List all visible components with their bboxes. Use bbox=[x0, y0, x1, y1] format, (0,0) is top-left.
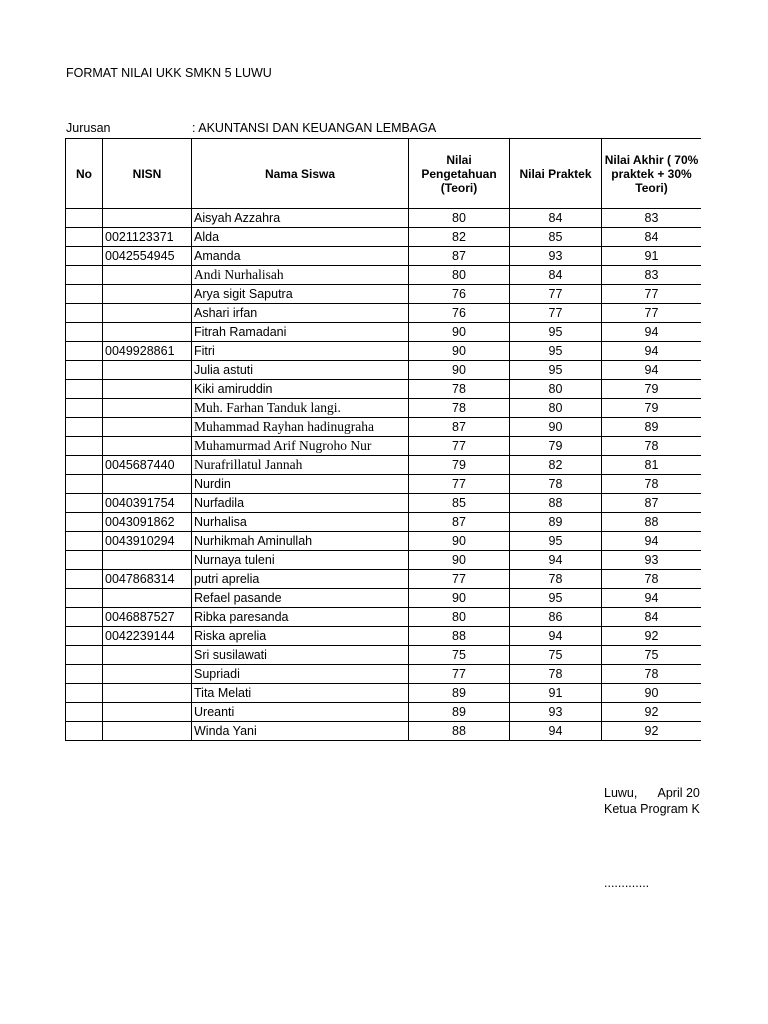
cell-nilai-akhir: 94 bbox=[602, 342, 702, 361]
table-row bbox=[66, 475, 702, 494]
table-row bbox=[66, 285, 702, 304]
cell-nisn bbox=[103, 646, 192, 665]
cell-nama-siswa: Winda Yani bbox=[192, 722, 409, 741]
cell-nilai-teori: 75 bbox=[409, 646, 510, 665]
table-row bbox=[66, 456, 702, 475]
table-row bbox=[66, 266, 702, 285]
cell-nilai-akhir: 79 bbox=[602, 380, 702, 399]
cell-nilai-teori: 90 bbox=[409, 551, 510, 570]
cell-no bbox=[66, 228, 103, 247]
cell-nama-siswa: Sri susilawati bbox=[192, 646, 409, 665]
cell-nilai-teori: 90 bbox=[409, 323, 510, 342]
cell-nilai-teori: 76 bbox=[409, 304, 510, 323]
table-row bbox=[66, 304, 702, 323]
cell-nama-siswa: Muhamurmad Arif Nugroho Nur bbox=[192, 437, 409, 456]
cell-no bbox=[66, 361, 103, 380]
header-no: No bbox=[66, 139, 103, 209]
cell-nisn bbox=[103, 665, 192, 684]
cell-nilai-praktek: 93 bbox=[510, 703, 602, 722]
cell-nisn bbox=[103, 323, 192, 342]
cell-nisn bbox=[103, 418, 192, 437]
cell-no bbox=[66, 399, 103, 418]
cell-no bbox=[66, 342, 103, 361]
cell-nilai-akhir: 78 bbox=[602, 437, 702, 456]
cell-nilai-teori: 78 bbox=[409, 399, 510, 418]
cell-nilai-praktek: 90 bbox=[510, 418, 602, 437]
cell-nilai-praktek: 86 bbox=[510, 608, 602, 627]
cell-nilai-teori: 79 bbox=[409, 456, 510, 475]
cell-nilai-teori: 80 bbox=[409, 209, 510, 228]
cell-nilai-teori: 80 bbox=[409, 266, 510, 285]
cell-nilai-teori: 77 bbox=[409, 665, 510, 684]
cell-nilai-teori: 88 bbox=[409, 627, 510, 646]
cell-nisn: 0043910294 bbox=[103, 532, 192, 551]
cell-no bbox=[66, 323, 103, 342]
cell-nama-siswa: Muh. Farhan Tanduk langi. bbox=[192, 399, 409, 418]
cell-nisn: 0047868314 bbox=[103, 570, 192, 589]
cell-no bbox=[66, 513, 103, 532]
cell-nilai-praktek: 85 bbox=[510, 228, 602, 247]
cell-nilai-akhir: 94 bbox=[602, 589, 702, 608]
cell-nama-siswa: Ribka paresanda bbox=[192, 608, 409, 627]
table-row bbox=[66, 608, 702, 627]
table-row bbox=[66, 532, 702, 551]
cell-nama-siswa: Nurdin bbox=[192, 475, 409, 494]
cell-nama-siswa: Arya sigit Saputra bbox=[192, 285, 409, 304]
cell-nisn bbox=[103, 703, 192, 722]
cell-no bbox=[66, 247, 103, 266]
signature-placeholder: ............. bbox=[604, 876, 650, 890]
cell-nilai-praktek: 78 bbox=[510, 665, 602, 684]
cell-nama-siswa: Ureanti bbox=[192, 703, 409, 722]
footer-role: Ketua Program K bbox=[604, 802, 700, 816]
cell-nilai-teori: 90 bbox=[409, 532, 510, 551]
cell-nilai-praktek: 94 bbox=[510, 627, 602, 646]
cell-nama-siswa: Nurhikmah Aminullah bbox=[192, 532, 409, 551]
cell-nilai-praktek: 94 bbox=[510, 551, 602, 570]
cell-no bbox=[66, 418, 103, 437]
cell-nama-siswa: Julia astuti bbox=[192, 361, 409, 380]
cell-nisn bbox=[103, 684, 192, 703]
cell-nilai-akhir: 79 bbox=[602, 399, 702, 418]
cell-nisn: 0042239144 bbox=[103, 627, 192, 646]
cell-nama-siswa: Supriadi bbox=[192, 665, 409, 684]
cell-nisn: 0043091862 bbox=[103, 513, 192, 532]
cell-nilai-praktek: 95 bbox=[510, 532, 602, 551]
cell-nilai-akhir: 81 bbox=[602, 456, 702, 475]
footer-place-date: Luwu, April 20 bbox=[604, 786, 700, 800]
cell-nilai-praktek: 77 bbox=[510, 304, 602, 323]
cell-nilai-akhir: 93 bbox=[602, 551, 702, 570]
jurusan-label: Jurusan bbox=[66, 121, 111, 135]
cell-nilai-akhir: 77 bbox=[602, 285, 702, 304]
table-row bbox=[66, 361, 702, 380]
cell-nilai-praktek: 77 bbox=[510, 285, 602, 304]
jurusan-value: : AKUNTANSI DAN KEUANGAN LEMBAGA bbox=[192, 121, 437, 135]
cell-nilai-praktek: 75 bbox=[510, 646, 602, 665]
cell-no bbox=[66, 380, 103, 399]
header-nilai-akhir: Nilai Akhir ( 70% praktek + 30% Teori) bbox=[602, 139, 702, 209]
cell-nilai-akhir: 92 bbox=[602, 627, 702, 646]
cell-nilai-akhir: 88 bbox=[602, 513, 702, 532]
cell-nilai-praktek: 80 bbox=[510, 399, 602, 418]
cell-nama-siswa: Nurhalisa bbox=[192, 513, 409, 532]
cell-nama-siswa: Nurnaya tuleni bbox=[192, 551, 409, 570]
cell-no bbox=[66, 627, 103, 646]
cell-nilai-teori: 87 bbox=[409, 513, 510, 532]
cell-nama-siswa: Amanda bbox=[192, 247, 409, 266]
table-row bbox=[66, 247, 702, 266]
cell-nisn bbox=[103, 266, 192, 285]
cell-nisn bbox=[103, 304, 192, 323]
cell-nilai-praktek: 95 bbox=[510, 361, 602, 380]
cell-nilai-akhir: 78 bbox=[602, 665, 702, 684]
cell-nilai-teori: 80 bbox=[409, 608, 510, 627]
cell-no bbox=[66, 475, 103, 494]
cell-nilai-akhir: 84 bbox=[602, 228, 702, 247]
table-row bbox=[66, 665, 702, 684]
cell-nisn bbox=[103, 475, 192, 494]
cell-no bbox=[66, 551, 103, 570]
cell-no bbox=[66, 665, 103, 684]
table-row bbox=[66, 589, 702, 608]
cell-nama-siswa: Refael pasande bbox=[192, 589, 409, 608]
header-nilai-pengetahuan: Nilai Pengetahuan (Teori) bbox=[409, 139, 510, 209]
cell-nisn bbox=[103, 551, 192, 570]
cell-nilai-akhir: 83 bbox=[602, 209, 702, 228]
cell-nama-siswa: Alda bbox=[192, 228, 409, 247]
cell-no bbox=[66, 456, 103, 475]
cell-nisn bbox=[103, 285, 192, 304]
cell-nilai-teori: 77 bbox=[409, 475, 510, 494]
cell-nisn bbox=[103, 209, 192, 228]
cell-nilai-akhir: 92 bbox=[602, 722, 702, 741]
table-row bbox=[66, 437, 702, 456]
cell-nama-siswa: Aisyah Azzahra bbox=[192, 209, 409, 228]
cell-nama-siswa: Kiki amiruddin bbox=[192, 380, 409, 399]
cell-nama-siswa: Muhammad Rayhan hadinugraha bbox=[192, 418, 409, 437]
table-row bbox=[66, 703, 702, 722]
cell-nilai-akhir: 92 bbox=[602, 703, 702, 722]
cell-nilai-akhir: 78 bbox=[602, 570, 702, 589]
cell-nisn bbox=[103, 437, 192, 456]
cell-no bbox=[66, 722, 103, 741]
cell-nilai-akhir: 78 bbox=[602, 475, 702, 494]
cell-nilai-teori: 88 bbox=[409, 722, 510, 741]
cell-nilai-akhir: 91 bbox=[602, 247, 702, 266]
cell-nisn bbox=[103, 361, 192, 380]
table-row bbox=[66, 570, 702, 589]
table-row bbox=[66, 323, 702, 342]
cell-nilai-akhir: 94 bbox=[602, 323, 702, 342]
table-header-row bbox=[66, 139, 702, 209]
cell-no bbox=[66, 532, 103, 551]
cell-nilai-praktek: 80 bbox=[510, 380, 602, 399]
cell-no bbox=[66, 703, 103, 722]
cell-nama-siswa: Nurfadila bbox=[192, 494, 409, 513]
cell-nilai-teori: 85 bbox=[409, 494, 510, 513]
table-row bbox=[66, 646, 702, 665]
cell-nilai-teori: 89 bbox=[409, 684, 510, 703]
cell-nilai-akhir: 94 bbox=[602, 532, 702, 551]
cell-nilai-praktek: 78 bbox=[510, 570, 602, 589]
table-row bbox=[66, 513, 702, 532]
table-row bbox=[66, 228, 702, 247]
cell-nilai-teori: 90 bbox=[409, 342, 510, 361]
cell-nisn: 0049928861 bbox=[103, 342, 192, 361]
cell-nama-siswa: Tita Melati bbox=[192, 684, 409, 703]
cell-nisn: 0021123371 bbox=[103, 228, 192, 247]
cell-nisn: 0042554945 bbox=[103, 247, 192, 266]
table-row bbox=[66, 342, 702, 361]
cell-no bbox=[66, 304, 103, 323]
cell-nilai-praktek: 89 bbox=[510, 513, 602, 532]
cell-nilai-praktek: 94 bbox=[510, 722, 602, 741]
grades-table bbox=[65, 138, 701, 741]
cell-no bbox=[66, 646, 103, 665]
cell-nilai-teori: 76 bbox=[409, 285, 510, 304]
cell-nilai-akhir: 90 bbox=[602, 684, 702, 703]
cell-nilai-akhir: 75 bbox=[602, 646, 702, 665]
cell-nilai-praktek: 95 bbox=[510, 589, 602, 608]
document-title: FORMAT NILAI UKK SMKN 5 LUWU bbox=[66, 66, 272, 80]
header-nama-siswa: Nama Siswa bbox=[192, 139, 409, 209]
header-nilai-praktek: Nilai Praktek bbox=[510, 139, 602, 209]
cell-nilai-teori: 90 bbox=[409, 361, 510, 380]
cell-nilai-praktek: 91 bbox=[510, 684, 602, 703]
cell-nilai-akhir: 83 bbox=[602, 266, 702, 285]
table-row bbox=[66, 209, 702, 228]
cell-nilai-teori: 87 bbox=[409, 247, 510, 266]
cell-nilai-praktek: 84 bbox=[510, 266, 602, 285]
table-row bbox=[66, 627, 702, 646]
cell-no bbox=[66, 437, 103, 456]
table-row bbox=[66, 494, 702, 513]
cell-no bbox=[66, 570, 103, 589]
cell-nilai-akhir: 89 bbox=[602, 418, 702, 437]
cell-nilai-praktek: 82 bbox=[510, 456, 602, 475]
table-row bbox=[66, 380, 702, 399]
cell-nilai-teori: 77 bbox=[409, 570, 510, 589]
cell-nilai-praktek: 79 bbox=[510, 437, 602, 456]
header-nisn: NISN bbox=[103, 139, 192, 209]
cell-nilai-teori: 82 bbox=[409, 228, 510, 247]
cell-nisn bbox=[103, 399, 192, 418]
cell-nama-siswa: Ashari irfan bbox=[192, 304, 409, 323]
cell-nama-siswa: Nurafrillatul Jannah bbox=[192, 456, 409, 475]
cell-nilai-praktek: 84 bbox=[510, 209, 602, 228]
cell-no bbox=[66, 684, 103, 703]
cell-nilai-akhir: 84 bbox=[602, 608, 702, 627]
cell-nama-siswa: putri aprelia bbox=[192, 570, 409, 589]
cell-nilai-akhir: 94 bbox=[602, 361, 702, 380]
cell-nilai-teori: 87 bbox=[409, 418, 510, 437]
table-row bbox=[66, 684, 702, 703]
cell-nilai-praktek: 95 bbox=[510, 342, 602, 361]
cell-nisn: 0045687440 bbox=[103, 456, 192, 475]
cell-nama-siswa: Fitrah Ramadani bbox=[192, 323, 409, 342]
cell-nama-siswa: Andi Nurhalisah bbox=[192, 266, 409, 285]
table-row bbox=[66, 722, 702, 741]
table-row bbox=[66, 551, 702, 570]
cell-nilai-praktek: 78 bbox=[510, 475, 602, 494]
cell-no bbox=[66, 209, 103, 228]
cell-nilai-akhir: 77 bbox=[602, 304, 702, 323]
cell-no bbox=[66, 589, 103, 608]
cell-nisn: 0040391754 bbox=[103, 494, 192, 513]
cell-no bbox=[66, 608, 103, 627]
cell-nilai-praktek: 88 bbox=[510, 494, 602, 513]
cell-nilai-teori: 78 bbox=[409, 380, 510, 399]
table-row bbox=[66, 399, 702, 418]
cell-nilai-akhir: 87 bbox=[602, 494, 702, 513]
cell-nama-siswa: Fitri bbox=[192, 342, 409, 361]
cell-no bbox=[66, 285, 103, 304]
cell-no bbox=[66, 266, 103, 285]
cell-nisn bbox=[103, 589, 192, 608]
cell-nilai-teori: 90 bbox=[409, 589, 510, 608]
cell-no bbox=[66, 494, 103, 513]
cell-nilai-teori: 77 bbox=[409, 437, 510, 456]
cell-nisn: 0046887527 bbox=[103, 608, 192, 627]
cell-nilai-teori: 89 bbox=[409, 703, 510, 722]
table-row bbox=[66, 418, 702, 437]
cell-nama-siswa: Riska aprelia bbox=[192, 627, 409, 646]
cell-nisn bbox=[103, 380, 192, 399]
cell-nilai-praktek: 95 bbox=[510, 323, 602, 342]
cell-nilai-praktek: 93 bbox=[510, 247, 602, 266]
cell-nisn bbox=[103, 722, 192, 741]
